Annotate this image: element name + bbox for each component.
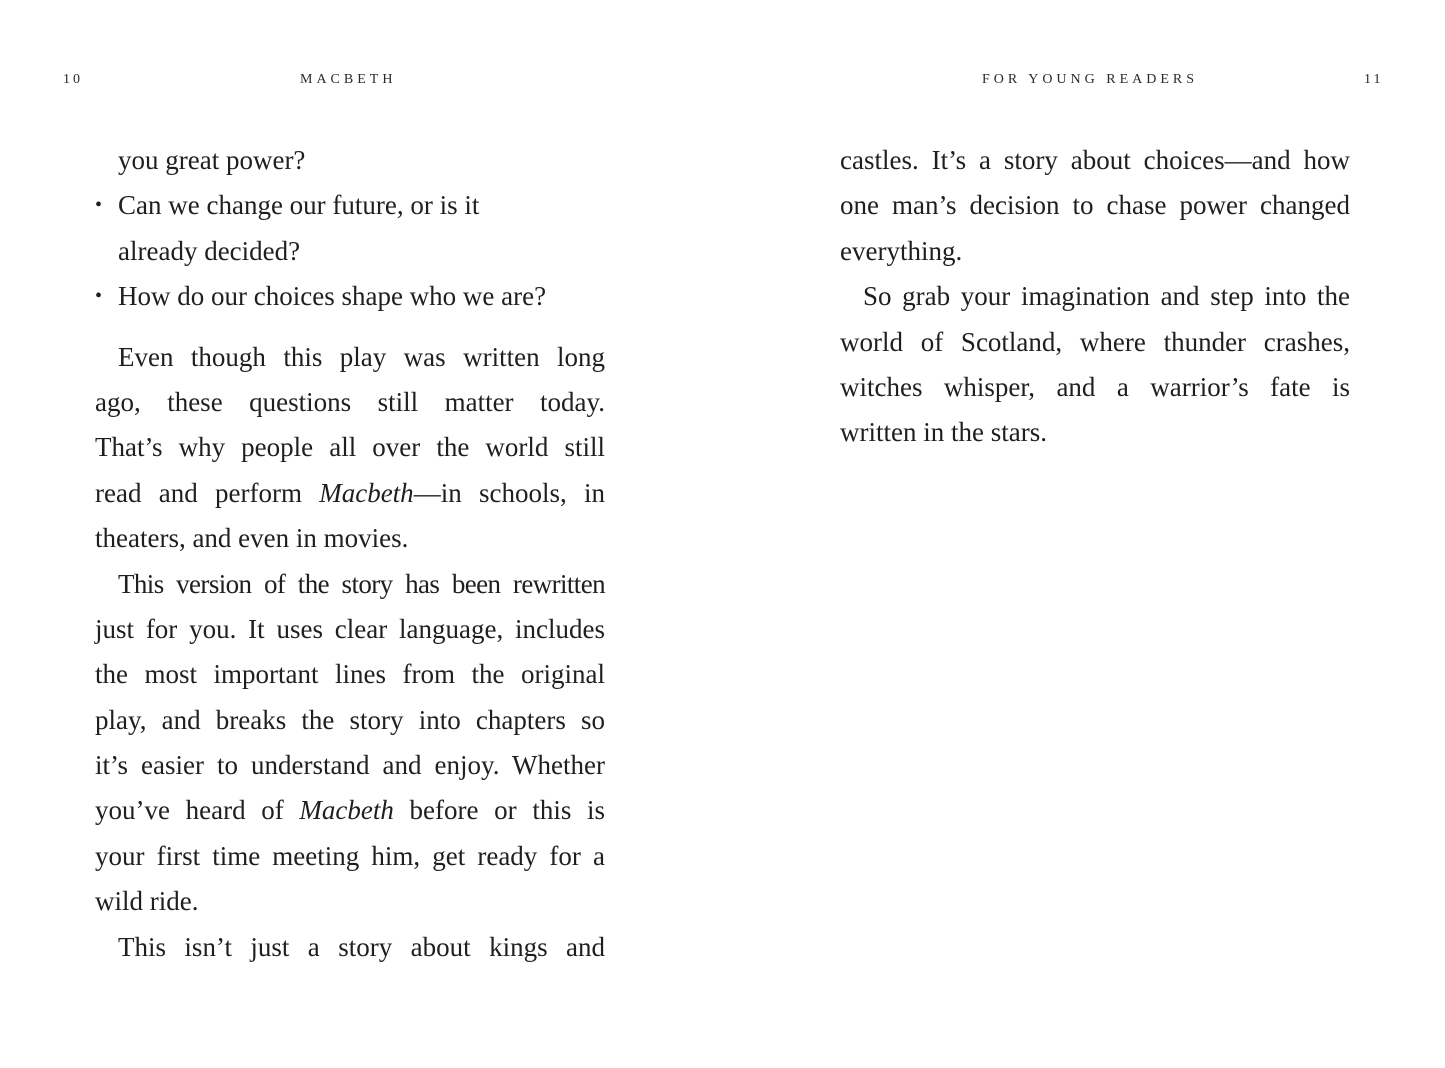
paragraph-line: it’s easier to understand and enjoy. Whether	[95, 750, 605, 781]
right-page	[722, 0, 1445, 1068]
paragraph-line: the most important lines from the original	[95, 659, 605, 690]
body-text	[840, 138, 1350, 456]
paragraph-line: theaters, and even in movies.	[95, 523, 409, 554]
paragraph-line: castles. It’s a story about choices—and how	[840, 145, 1350, 175]
paragraph-line: one man’s decision to chase power changed	[840, 190, 1350, 221]
list-continuation-line: you great power?	[118, 145, 306, 175]
paragraph-line: Even though this play was written long	[118, 341, 605, 372]
paragraph-line: written in the stars.	[840, 417, 1047, 448]
paragraph	[95, 335, 605, 562]
paragraph-line: everything.	[840, 235, 963, 266]
title-italic: Macbeth	[319, 477, 414, 508]
paragraph	[840, 138, 1350, 274]
body-text	[95, 138, 605, 970]
page-number: 11	[1364, 72, 1384, 87]
paragraph-line: So grab your imagination and step into the	[863, 281, 1350, 312]
list-item	[95, 274, 605, 319]
title-italic: Macbeth	[299, 795, 394, 826]
paragraph-line: That’s why people all over the world still	[95, 432, 605, 463]
bullet-icon: •	[95, 194, 103, 217]
running-head: FOR YOUNG READERS	[982, 72, 1199, 87]
list-item-text: How do our choices shape who we are?	[118, 281, 547, 312]
left-page	[0, 0, 722, 1068]
bullet-icon: •	[95, 285, 103, 308]
paragraph-line: read and perform Macbeth—in schools, in	[95, 477, 605, 508]
list-item-text: Can we change our future, or is it	[118, 190, 480, 221]
paragraph-line: witches whisper, and a warrior’s fate is	[840, 371, 1350, 402]
paragraph	[95, 562, 605, 925]
running-head: MACBETH	[300, 72, 397, 87]
paragraph	[95, 925, 605, 970]
paragraph-line: ago, these questions still matter today.	[95, 386, 605, 417]
paragraph-line: This isn’t just a story about kings and	[118, 931, 605, 962]
paragraph-line: This version of the story has been rewritten	[118, 568, 605, 599]
paragraph-line: wild ride.	[95, 886, 199, 917]
page-number: 10	[63, 72, 83, 87]
list-item	[95, 183, 605, 228]
paragraph-line: world of Scotland, where thunder crashes,	[840, 326, 1350, 357]
paragraph-line: your first time meeting him, get ready for a	[95, 840, 605, 871]
paragraph	[840, 274, 1350, 456]
list-item-text-continued: already decided?	[118, 235, 301, 266]
paragraph-line: just for you. It uses clear language, includes	[95, 613, 605, 644]
paragraph-line: play, and breaks the story into chapters so	[95, 704, 605, 735]
paragraph-line: you’ve heard of Macbeth before or this is	[95, 795, 605, 826]
